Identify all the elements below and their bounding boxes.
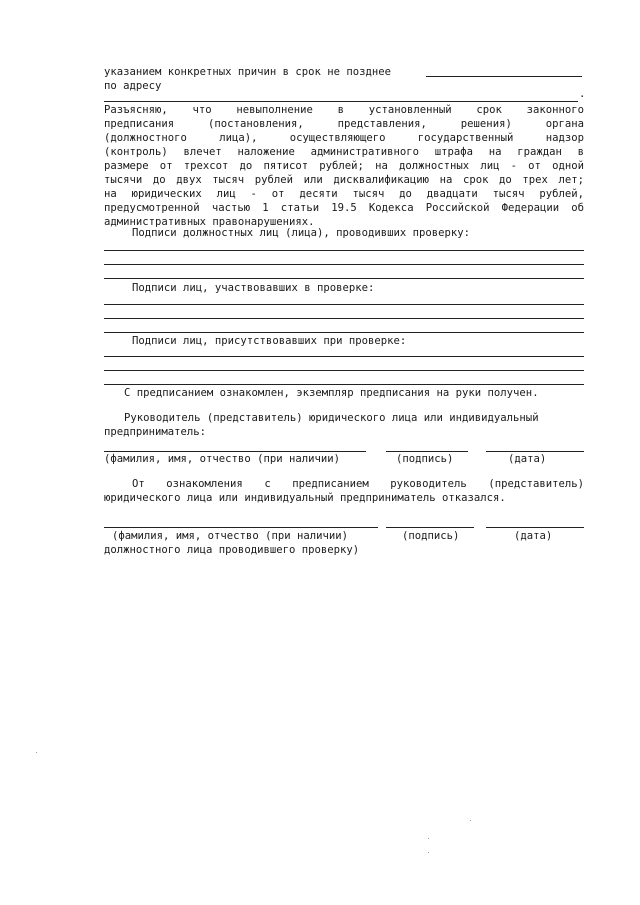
signature-line xyxy=(104,250,584,251)
date-blank xyxy=(486,451,584,452)
signature-caption: (подпись) xyxy=(402,530,460,542)
signature-caption: (подпись) xyxy=(396,453,454,465)
signature-line xyxy=(104,370,584,371)
explanation-line: Разъясняю, что невыполнение в установленный срок законного xyxy=(104,104,584,116)
scan-speck xyxy=(428,852,429,853)
head-line: предприниматель: xyxy=(104,426,207,438)
officials-signatures-label: Подписи должностных лиц (лица), проводивших проверку: xyxy=(132,227,471,239)
head-line: Руководитель (представитель) юридического лица или индивидуальный xyxy=(124,412,539,424)
signature-line xyxy=(104,384,584,385)
date-caption: (дата) xyxy=(508,453,547,465)
fio-caption: (фамилия, имя, отчество (при наличии) xyxy=(112,530,348,542)
official-caption: должностного лица проводившего проверку) xyxy=(104,544,360,556)
explanation-tail: административных правонарушениях. xyxy=(104,216,315,228)
date-blank xyxy=(486,527,584,528)
signature-line xyxy=(104,318,584,319)
explanation-line: на юридических лиц - от десяти тысяч до двадцати тысяч рублей, xyxy=(104,188,584,200)
received-statement: С предписанием ознакомлен, экземпляр предписания на руки получен. xyxy=(124,387,539,399)
refusal-line: От ознакомления с предписанием руководитель (представитель) xyxy=(132,478,584,490)
address-label: по адресу xyxy=(104,80,162,92)
explanation-line: предусмотренной частью 1 статьи 19.5 Кодекса Российской Федерации об xyxy=(104,202,584,214)
signature-blank xyxy=(386,451,468,452)
signature-line xyxy=(104,332,584,333)
address-blank xyxy=(104,101,578,102)
present-signatures-label: Подписи лиц, присутствовавших при проверке: xyxy=(132,335,407,347)
participants-signatures-label: Подписи лиц, участвовавших в проверке: xyxy=(132,282,375,294)
fio-blank xyxy=(104,451,366,452)
signature-line xyxy=(104,356,584,357)
explanation-line: размере от трехсот до пятисот рублей; на должностных лиц - от одной xyxy=(104,160,584,172)
explanation-line: предписания (постановления, представления, решения) органа xyxy=(104,118,584,130)
date-caption: (дата) xyxy=(514,530,553,542)
scan-speck xyxy=(428,838,429,839)
explanation-line: (должностного лица), осуществляющего государственный надзор xyxy=(104,132,584,144)
fio-blank xyxy=(104,527,378,528)
scan-speck xyxy=(470,820,471,821)
explanation-line: (контроль) влечет наложение административного штрафа на граждан в xyxy=(104,146,584,158)
deadline-text: указанием конкретных причин в срок не позднее xyxy=(104,66,392,78)
address-period: . xyxy=(579,88,586,100)
fio-caption: (фамилия, имя, отчество (при наличии) xyxy=(104,453,340,465)
refusal-line: юридического лица или индивидуальный предприниматель отказался. xyxy=(104,492,506,504)
signature-blank xyxy=(386,527,474,528)
signature-line xyxy=(104,278,584,279)
signature-line xyxy=(104,264,584,265)
deadline-blank xyxy=(426,76,582,77)
scan-speck xyxy=(36,752,37,753)
explanation-line: тысячи до двух тысяч рублей или дисквалификацию на срок до трех лет; xyxy=(104,174,584,186)
signature-line xyxy=(104,304,584,305)
